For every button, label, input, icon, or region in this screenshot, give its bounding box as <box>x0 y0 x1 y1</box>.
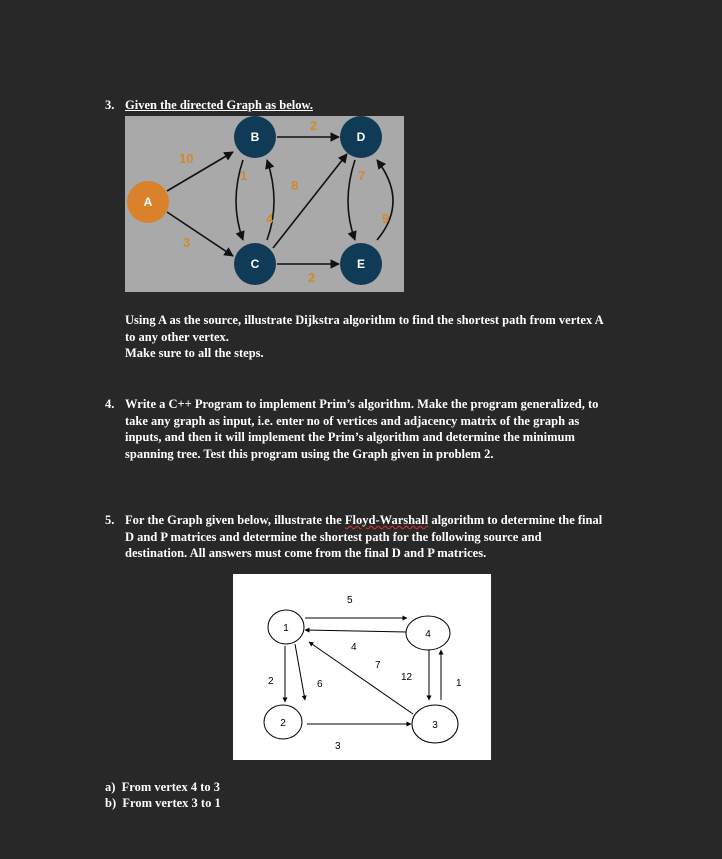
subquestion-b: b) From vertex 3 to 1 <box>105 796 221 810</box>
dijkstra-graph <box>125 116 404 292</box>
question-number: 4. <box>105 397 115 411</box>
floyd-warshall-graph <box>233 574 491 760</box>
weight-2-3: 3 <box>335 741 341 752</box>
weight-c-d: 8 <box>291 178 299 193</box>
weight-1-3: 6 <box>317 679 323 690</box>
text-line: inputs, and then it will implement the Prim’s algorithm and determine the minimum <box>125 430 575 444</box>
weight-4-3: 12 <box>401 672 413 683</box>
weight-1-2: 2 <box>268 676 274 687</box>
text-line: Write a C++ Program to implement Prim’s algorithm. Make the program generalized, to <box>125 397 599 411</box>
weight-b-c: 1 <box>240 168 248 183</box>
node-3-label: 3 <box>432 720 438 731</box>
node-4-label: 4 <box>425 629 431 640</box>
text-line: take any graph as input, i.e. enter no of vertices and adjacency matrix of the graph as <box>125 413 580 428</box>
text-line: destination. All answers must come from the final D and P matrices. <box>125 546 487 560</box>
text-line: to any other vertex. <box>125 329 229 344</box>
text-line <box>125 512 602 529</box>
weight-c-e: 2 <box>308 270 316 285</box>
weight-d-e: 7 <box>358 168 366 183</box>
question-number: 3. <box>105 98 115 112</box>
text-line: spanning tree. Test this program using the Graph given in problem 2. <box>125 446 494 461</box>
node-e-label: E <box>356 257 366 271</box>
weight-b-d: 2 <box>310 118 318 133</box>
text-line: Using A as the source, illustrate Dijkstra algorithm to find the shortest path from vertex A <box>125 313 604 327</box>
weight-a-b: 10 <box>179 151 194 166</box>
question-title: Given the directed Graph as below. <box>125 98 313 112</box>
weight-a-c: 3 <box>183 235 191 250</box>
weight-e-d: 9 <box>382 211 390 226</box>
text-line: D and P matrices and determine the shortest path for the following source and <box>125 529 542 544</box>
weight-1-4: 5 <box>347 595 353 606</box>
weight-c-b: 4 <box>266 211 274 226</box>
text-line: Make sure to all the steps. <box>125 346 264 360</box>
subquestion-a: a) From vertex 4 to 3 <box>105 780 221 794</box>
text-segment: For the Graph given below, illustrate the <box>125 513 345 527</box>
weight-3-4: 1 <box>456 678 462 689</box>
weight-4-1: 4 <box>351 642 357 653</box>
misspelled-word: Floyd-Warshall <box>344 513 429 527</box>
question-number: 5. <box>105 513 115 527</box>
node-d-label: D <box>356 130 366 144</box>
node-1-label: 1 <box>283 623 289 634</box>
node-2-label: 2 <box>280 718 286 729</box>
weight-3-1: 7 <box>375 660 381 671</box>
node-b-label: B <box>250 130 260 144</box>
node-c-label: C <box>250 257 260 271</box>
text-segment: algorithm to determine the final <box>428 513 603 527</box>
node-a-label: A <box>143 195 153 209</box>
